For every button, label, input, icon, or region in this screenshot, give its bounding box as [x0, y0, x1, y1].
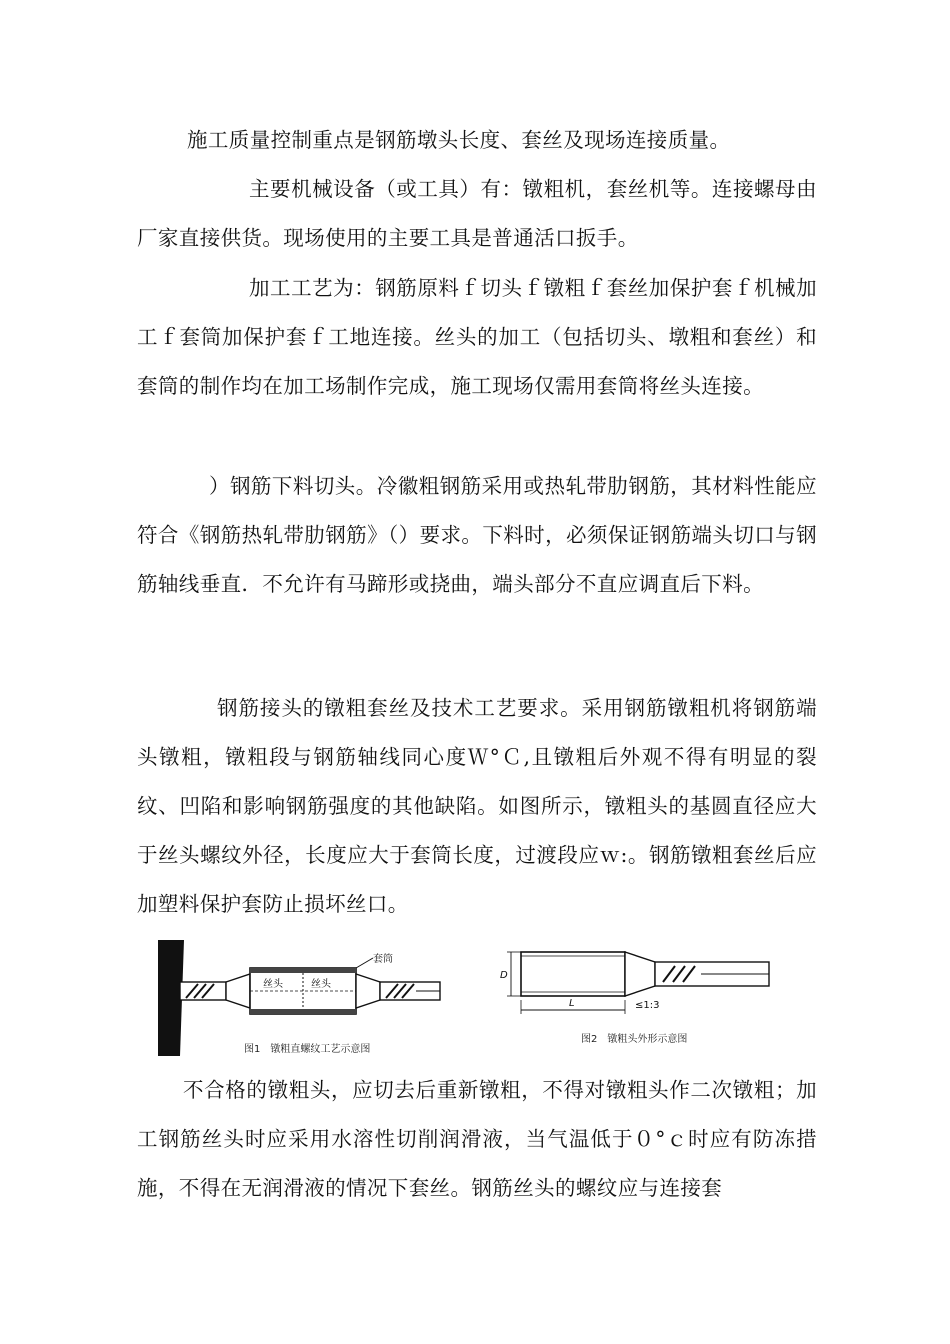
- figure-1-label-sleeve: 套筒: [373, 954, 393, 965]
- paragraph-equipment: 主要机械设备（或工具）有：镦粗机，套丝机等。连接螺母由厂家直接供货。现场使用的主要工具是普通活口扳手。: [137, 177, 817, 250]
- figure-1-label-thread-left: 丝头: [263, 979, 283, 990]
- figure-2-label-slope: ≤1:3: [635, 1000, 660, 1011]
- figure-1-label-thread-right: 丝头: [311, 979, 331, 990]
- figure-upset-head-shape: [495, 938, 795, 1064]
- paragraph-upsetting-threading: 钢筋接头的镦粗套丝及技术工艺要求。采用钢筋镦粗机将钢筋端头镦粗，镦粗段与钢筋轴线同心度Ｗ°Ｃ,且镦粗后外观不得有明显的裂纹、凹陷和影响钢筋强度的其他缺陷。如图所示，镦粗头的基圆直径应大于丝头螺纹外径，长度应大于套筒长度，过渡段应ｗ:。钢筋镦粗套丝后应加塑料保护套防止损坏丝口。: [137, 696, 817, 916]
- paragraph-quality-control: 施工质量控制重点是钢筋墩头长度、套丝及现场连接质量。: [187, 128, 731, 152]
- figure-1-caption: 图1 镦粗直螺纹工艺示意图: [244, 1044, 371, 1055]
- figure-2-label-l: L: [569, 998, 575, 1009]
- upset-head: [521, 952, 625, 996]
- figure-2-caption: 图2 镦粗头外形示意图: [581, 1034, 688, 1045]
- figure-upset-thread-process: [158, 938, 448, 1064]
- paragraph-process-flow: 加工工艺为：钢筋原料ｆ切头ｆ镦粗ｆ套丝加保护套ｆ机械加工ｆ套筒加保护套ｆ工地连接。丝头的加工（包括切头、墩粗和套丝）和套筒的制作均在加工场制作完成，施工现场仅需用套筒将丝头连接。: [137, 276, 817, 398]
- figure-1-drawing: [158, 938, 448, 1060]
- figure-2-drawing: [495, 938, 795, 1060]
- paragraph-cutting: ）钢筋下料切头。冷徽粗钢筋采用或热轧带肋钢筋，其材料性能应符合《钢筋热轧带肋钢筋》（）要求。下料时，必须保证钢筋端头切口与钢筋轴线垂直．不允许有马蹄形或挠曲，端头部分不直应调直后下料。: [137, 474, 817, 596]
- paragraph-defective-heads: 不合格的镦粗头，应切去后重新镦粗，不得对镦粗头作二次镦粗；加工钢筋丝头时应采用水溶性切削润滑液，当气温低于０°ｃ时应有防冻措施，不得在无润滑液的情况下套丝。钢筋丝头的螺纹应与连接套: [137, 1078, 817, 1200]
- figure-2-label-d: D: [500, 970, 508, 981]
